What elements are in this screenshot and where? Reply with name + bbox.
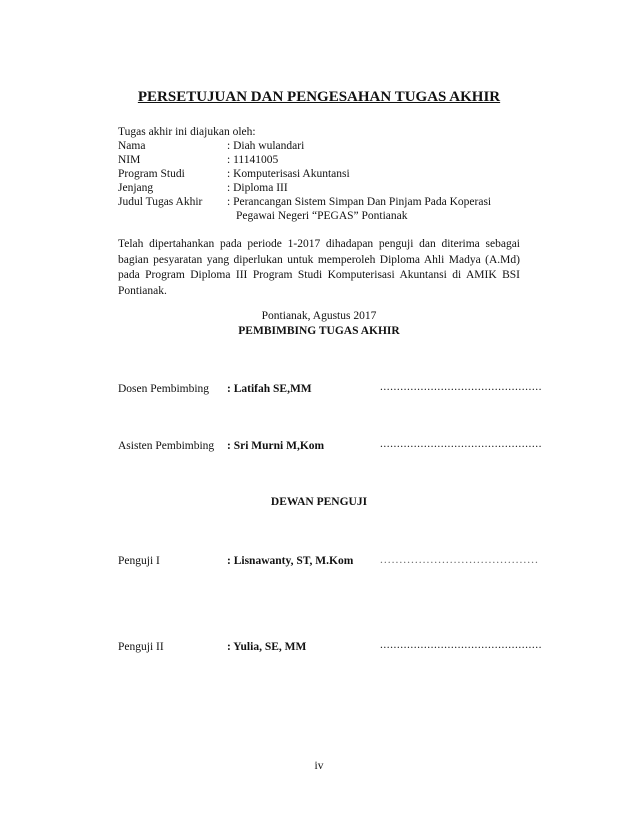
signature-line: ................................................ — [380, 438, 542, 450]
assistant-advisor-role: Asisten Pembimbing — [118, 440, 215, 452]
place-date: Pontianak, Agustus 2017 — [261, 310, 377, 322]
examiner-1-role: Penguji I — [118, 555, 160, 567]
signature-line: ......................................... — [380, 554, 539, 566]
examiner-1-name: : Lisnawanty, ST, M.Kom — [227, 555, 354, 567]
examiner-heading: DEWAN PENGUJI — [270, 496, 368, 508]
name-label: Nama — [118, 140, 146, 152]
signature-line: ................................................ — [380, 639, 542, 651]
level-label: Jenjang — [118, 182, 154, 194]
nim-value: : 11141005 — [227, 154, 279, 166]
thesis-title-continuation: Pegawai Negeri “PEGAS” Pontianak — [236, 210, 408, 222]
level-value: : Diploma III — [227, 182, 288, 194]
program-label: Program Studi — [118, 168, 185, 180]
advisor-heading: PEMBIMBING TUGAS AKHIR — [238, 325, 400, 337]
name-value: : Diah wulandari — [227, 140, 305, 152]
page-number: iv — [314, 760, 324, 772]
thesis-title-label: Judul Tugas Akhir — [118, 196, 203, 208]
nim-label: NIM — [118, 154, 141, 166]
advisor-name: : Latifah SE,MM — [227, 383, 312, 395]
signature-line: ................................................ — [380, 381, 542, 393]
advisor-role: Dosen Pembimbing — [118, 383, 210, 395]
examiner-2-role: Penguji II — [118, 641, 164, 653]
approval-paragraph: Telah dipertahankan pada periode 1-2017 dihadapan penguji dan diterima sebagai bagian pesyaratan yang diperlukan untuk memperoleh Diploma Ahli Madya (A.Md) pada Program Diploma III Program Studi Komputerisasi Akuntansi di AMIK BSI Pontianak. — [118, 238, 520, 297]
program-value: : Komputerisasi Akuntansi — [227, 168, 350, 180]
examiner-2-name: : Yulia, SE, MM — [227, 641, 307, 653]
intro-text: Tugas akhir ini diajukan oleh: — [118, 126, 256, 138]
assistant-advisor-name: : Sri Murni M,Kom — [227, 440, 325, 452]
thesis-title-value: : Perancangan Sistem Simpan Dan Pinjam Pada Koperasi — [227, 196, 492, 208]
page-title: PERSETUJUAN DAN PENGESAHAN TUGAS AKHIR — [137, 89, 501, 105]
